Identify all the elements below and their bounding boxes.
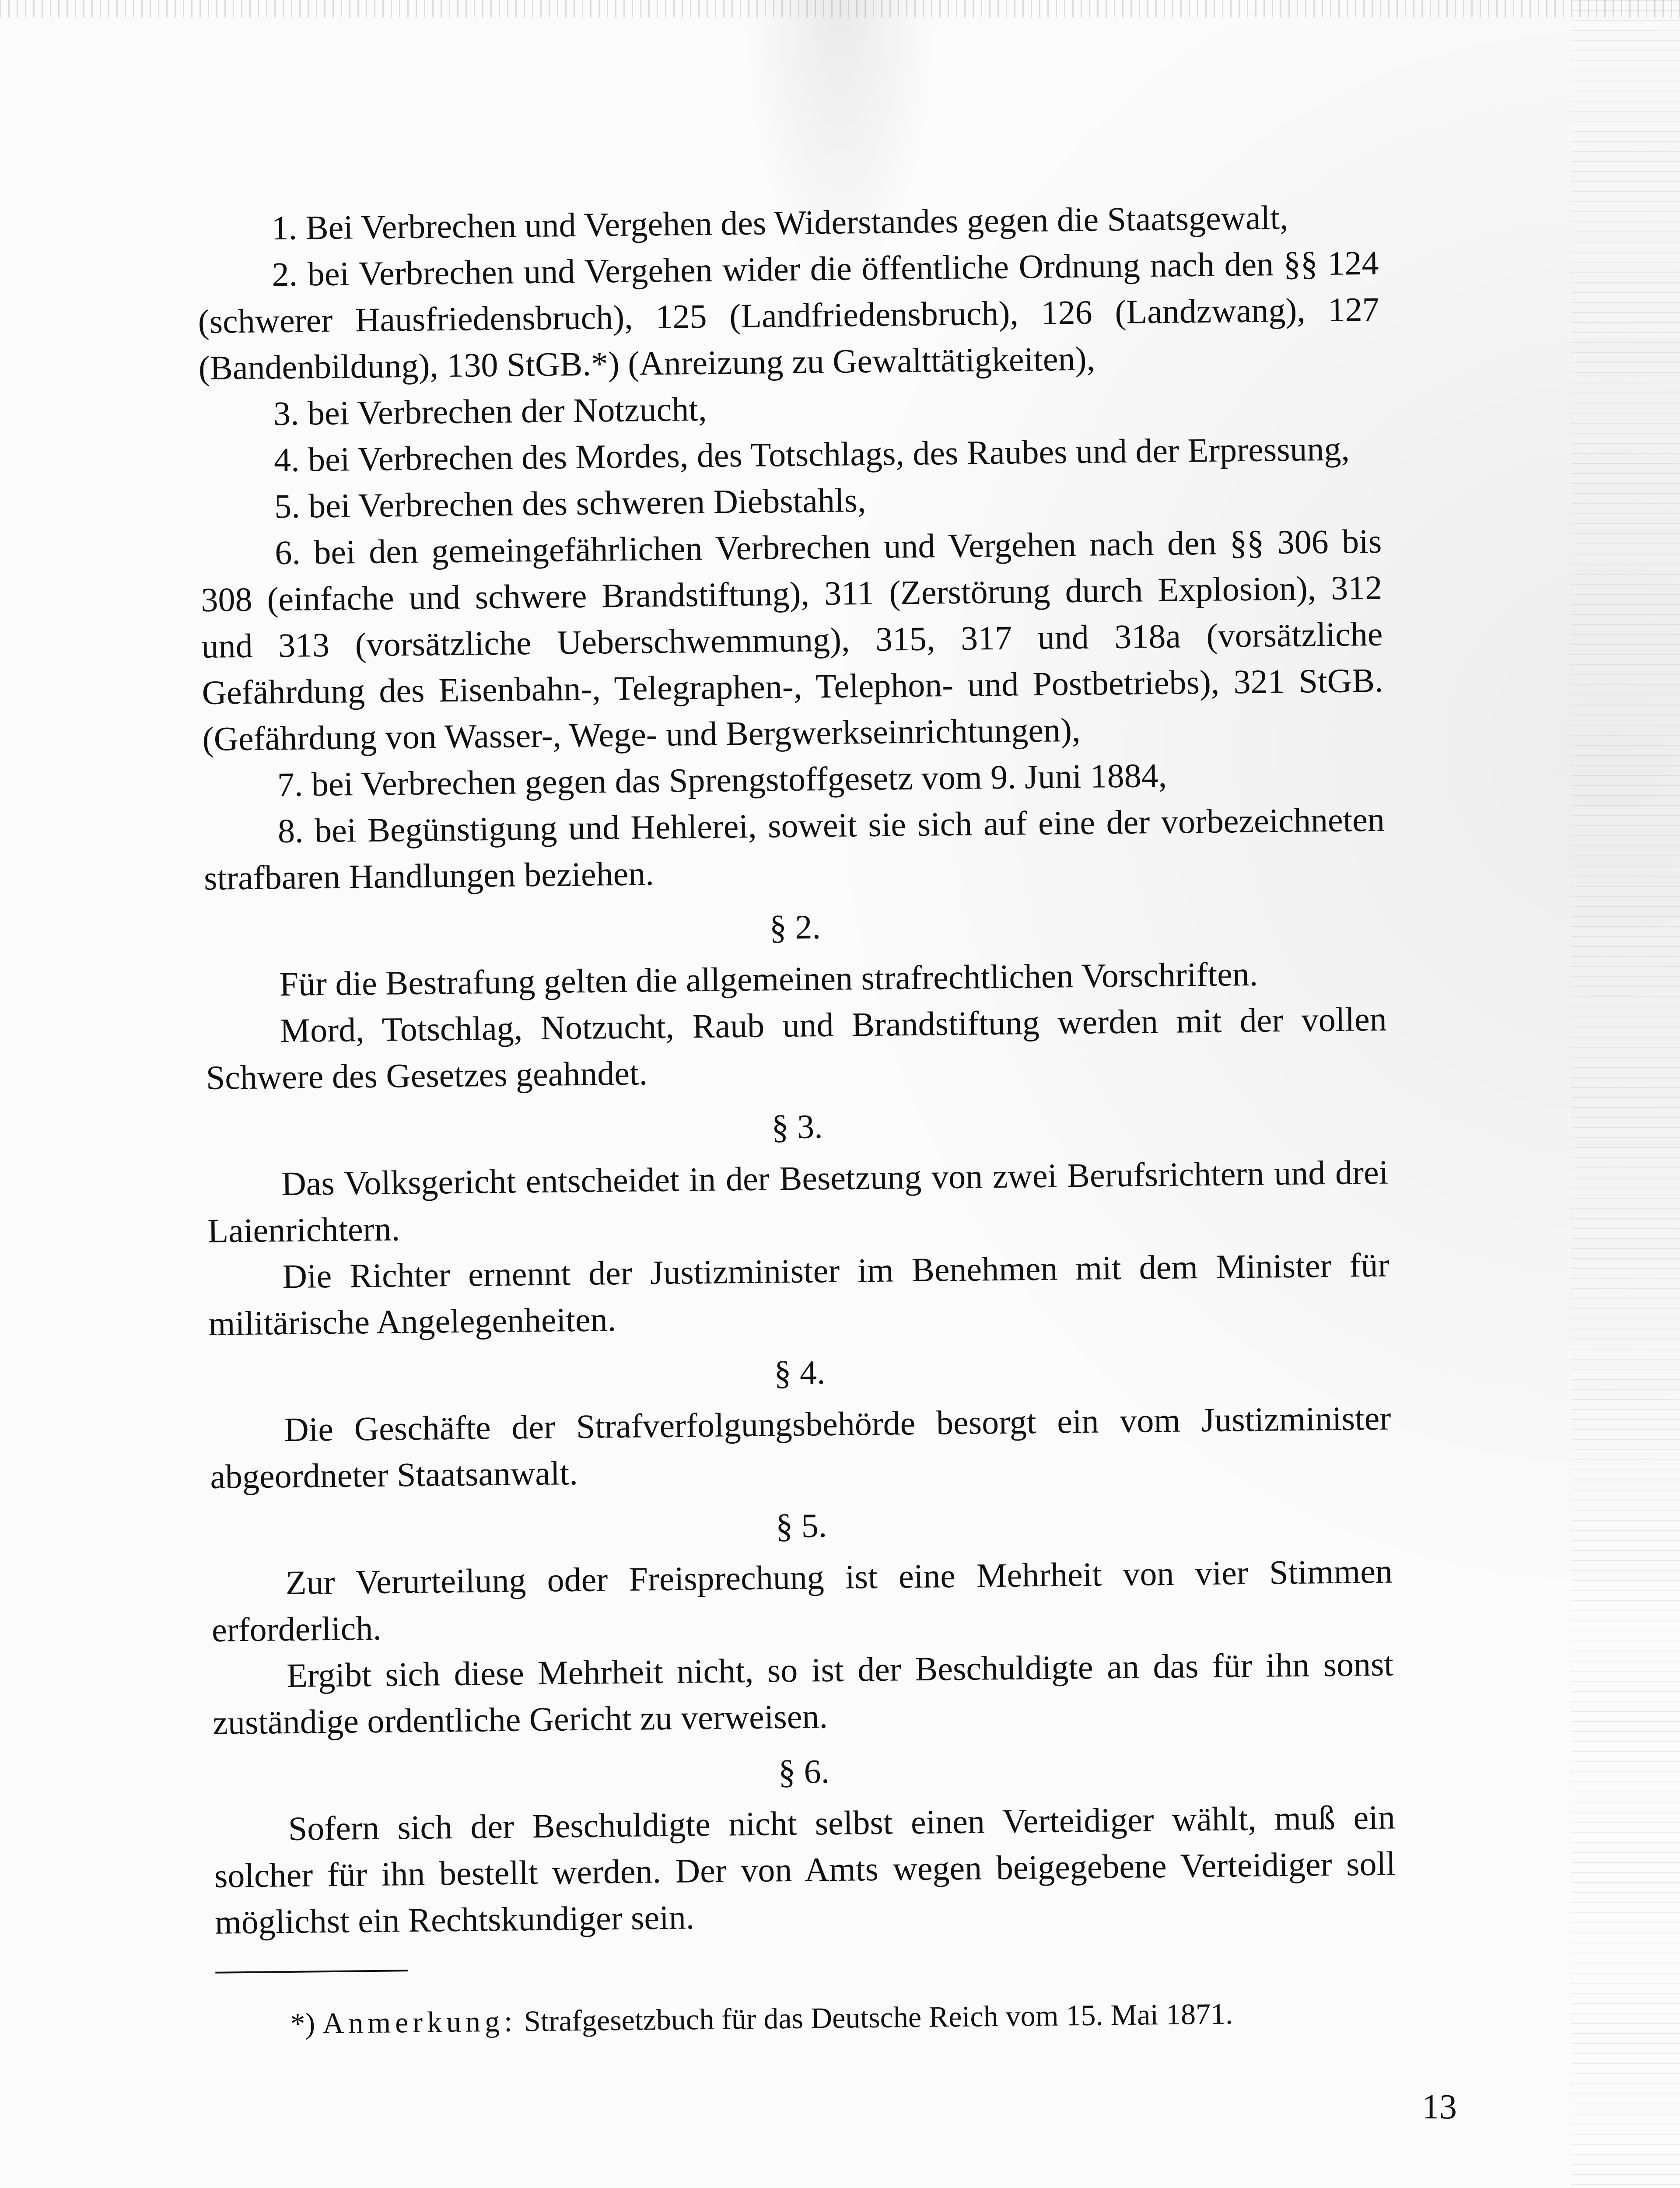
section-heading-2: § 2. bbox=[769, 908, 821, 947]
list-item: 6. bei den gemeingefährlichen Verbrechen und Vergehen nach den §§ 306 bis 308 (einfache und schwere Brandstiftung), 311 (Zerstörung durch Explosion), 312 und 313 (vorsätzliche Ueberschwemmung), 315, 317 und 318a (vorsätzliche Gefährdung des Eisenbahn-, Telegraphen-, Telephon- und Postbetriebs), 321 StGB. (Gefährdung von Wasser-, Wege- und Bergwerkseinrichtungen), bbox=[200, 522, 1383, 758]
scan-edge-top bbox=[0, 0, 1680, 18]
section-3-paragraph: Das Volksgericht entscheidet in der Besetzung von zwei Berufsrichtern und drei Laienrichtern. bbox=[207, 1153, 1389, 1250]
scan-edge-right bbox=[1571, 0, 1680, 2188]
list-item: 7. bei Verbrechen gegen das Sprengstoffgesetz vom 9. Juni 1884, bbox=[277, 756, 1167, 804]
section-heading-6: § 6. bbox=[778, 1752, 830, 1791]
footnote-label: Anmerkung: bbox=[322, 2004, 517, 2040]
section-heading-3: § 3. bbox=[771, 1107, 823, 1146]
list-item: 8. bei Begünstigung und Hehlerei, soweit sie sich auf eine der vorbezeichneten strafbaren Handlungen beziehen. bbox=[203, 800, 1385, 897]
section-heading-5: § 5. bbox=[775, 1506, 827, 1545]
page-number: 13 bbox=[1422, 2088, 1457, 2126]
list-item: 1. Bei Verbrechen und Vergehen des Widerstandes gegen die Staatsgewalt, bbox=[271, 198, 1288, 247]
section-6-paragraph: Sofern sich der Beschuldigte nicht selbst einen Verteidiger wählt, muß ein solcher für ihn bestellt werden. Der von Amts wegen beigegebene Verteidiger soll möglichst ein Rechtskundiger sein. bbox=[214, 1798, 1396, 1941]
section-2-paragraph: Mord, Totschlag, Notzucht, Raub und Brandstiftung werden mit der vollen Schwere des Gesetzes geahndet. bbox=[206, 999, 1387, 1097]
list-item: 3. bei Verbrechen der Notzucht, bbox=[273, 389, 707, 433]
list-item: 5. bei Verbrechen des schweren Diebstahls, bbox=[274, 481, 866, 526]
footnote-divider bbox=[215, 1970, 408, 1974]
list-item: 2. bei Verbrechen und Vergehen wider die öffentliche Ordnung nach den §§ 124 (schwerer Hausfriedensbruch), 125 (Landfriedensbruch), 126 (Landzwang), 127 (Bandenbildung), 130 StGB.*) (Anreizung zu Gewalttätigkeiten), bbox=[198, 243, 1380, 387]
section-3-paragraph: Die Richter ernennt der Justizminister im Benehmen mit dem Minister für militärische Angelegenheiten. bbox=[208, 1245, 1390, 1343]
footnote bbox=[216, 1991, 1397, 2045]
section-heading-4: § 4. bbox=[774, 1353, 826, 1392]
section-5-paragraph: Zur Verurteilung oder Freisprechung ist eine Mehrheit von vier Stimmen erforderlich. bbox=[211, 1552, 1393, 1649]
section-4-paragraph: Die Geschäfte der Strafverfolgungsbehörde besorgt ein vom Justizminister abgeordneter Staatsanwalt. bbox=[210, 1399, 1391, 1496]
footnote-marker: *) bbox=[290, 2006, 315, 2040]
list-item: 4. bei Verbrechen des Mordes, des Totschlags, des Raubes und der Erpressung, bbox=[273, 429, 1350, 479]
footnote-text: Strafgesetzbuch für das Deutsche Reich vom 15. Mai 1871. bbox=[524, 1997, 1233, 2038]
section-5-paragraph: Ergibt sich diese Mehrheit nicht, so ist der Beschuldigte an das für ihn sonst zuständige ordentliche Gericht zu verweisen. bbox=[212, 1645, 1394, 1742]
main-text bbox=[197, 193, 1398, 2075]
section-2-paragraph: Für die Bestrafung gelten die allgemeinen strafrechtlichen Vorschriften. bbox=[279, 954, 1258, 1003]
